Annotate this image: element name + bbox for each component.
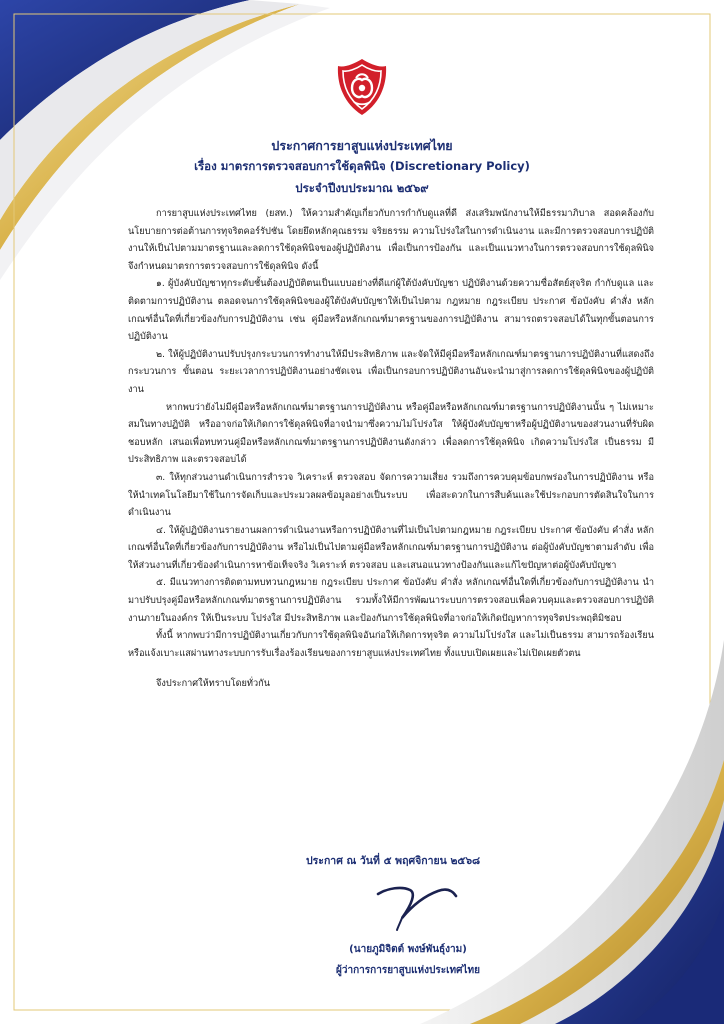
announcement-date: ประกาศ ณ วันที่ ๕ พฤศจิกายน ๒๕๖๘ — [306, 855, 481, 867]
announce-line: จึงประกาศให้ทราบโดยทั่วกัน — [156, 678, 270, 690]
fiscal-year: ประจำปีงบประมาณ ๒๕๖๙ — [295, 181, 429, 195]
measure-5: ๕. มีแนวทางการติดตามทบทวนกฎหมาย กฎระเบียบ ประกาศ ข้อบังคับ คำสั่ง หลักเกณฑ์อื่นใดที่เกี่ยวข้องกับการปฏิบัติงาน นำมาปรับปรุงคู่มือหรือหลักเกณฑ์มาตรฐานการปฏิบัติงาน รวมทั้งให้มีการพัฒนาระบบการตรวจสอบเพื่อควบคุมและตรวจสอบการปฏิบัติงานภายในองค์กร ให้เป็นระบบ โปร่งใส มีประสิทธิภาพ และป้องกันการใช้ดุลพินิจที่อาจก่อให้เกิดปัญหาการทุจริตประพฤติมิชอบ — [128, 577, 654, 624]
signatory-name: (นายภูมิจิตต์ พงษ์พันธุ์งาม) — [349, 944, 467, 955]
measure-4: ๔. ให้ผู้ปฏิบัติงานรายงานผลการดำเนินงานหรือการปฏิบัติงานที่ไม่เป็นไปตามกฎหมาย กฎระเบียบ ประกาศ ข้อบังคับ คำสั่ง หลักเกณฑ์อื่นใดที่เกี่ยวข้องกับการปฏิบัติงาน หรือไม่เป็นไปตามคู่มือหรือหลักเกณฑ์มาตรฐานการปฏิบัติงาน ต่อผู้บังคับบัญชาตามลำดับ เพื่อให้ส่วนงานที่เกี่ยวข้องดำเนินการหาข้อเท็จจริง วิเคราะห์ ตรวจสอบ และเสนอแนวทางป้องกันและแก้ไขปัญหาต่อผู้บังคับบัญชา — [128, 524, 654, 571]
measure-1: ๑. ผู้บังคับบัญชาทุกระดับชั้นต้องปฏิบัติตนเป็นแบบอย่างที่ดีแก่ผู้ใต้บังคับบัญชา ปฏิบัติงานด้วยความซื่อสัตย์สุจริต กำกับดูแล และติดตามการปฏิบัติงาน ตลอดจนการใช้ดุลพินิจของผู้ใต้บังคับบัญชาให้เป็นไปตาม กฎหมาย กฎระเบียบ ประกาศ ข้อบังคับ คำสั่ง หลักเกณฑ์อื่นใดที่เกี่ยวข้องกับการปฏิบัติงาน เช่น คู่มือหรือหลักเกณฑ์มาตรฐานของการปฏิบัติงาน สามารถตรวจสอบได้ในทุกขั้นตอนการปฏิบัติงาน — [128, 278, 654, 343]
announcement-subject: เรื่อง มาตรการตรวจสอบการใช้ดุลพินิจ (Discretionary Policy) — [194, 159, 530, 173]
closing-paragraph: ทั้งนี้ หากพบว่ามีการปฏิบัติงานเกี่ยวกับการใช้ดุลพินิจอันก่อให้เกิดการทุจริต ความไม่โปร่งใส และไม่เป็นธรรม สามารถร้องเรียนหรือแจ้งเบาะแสผ่านทางระบบการรับเรื่องร้องเรียนของการยาสูบแห่งประเทศไทย ทั้งแบบเปิดเผยและไม่เปิดเผยตัวตน — [128, 630, 654, 659]
signatory-position: ผู้ว่าการการยาสูบแห่งประเทศไทย — [336, 965, 480, 976]
intro-paragraph: การยาสูบแห่งประเทศไทย (ยสท.) ให้ความสำคัญเกี่ยวกับการกำกับดูแลที่ดี ส่งเสริมพนักงานให้มีธรรมาภิบาล สอดคล้องกับนโยบายการต่อต้านการทุจริตคอร์รัปชัน โดยยึดหลักคุณธรรม จริยธรรม ความโปร่งใสในการดำเนินงาน และมีการตรวจสอบการปฏิบัติงานให้เป็นไปตามมาตรฐานและลดการใช้ดุลพินิจของผู้ปฏิบัติงาน เพื่อเป็นการป้องกัน และเป็นแนวทางในการตรวจสอบการใช้ดุลพินิจ จึงกำหนดมาตรการตรวจสอบการใช้ดุลพินิจ ดังนี้ — [128, 208, 654, 272]
measure-2-detail: หากพบว่ายังไม่มีคู่มือหรือหลักเกณฑ์มาตรฐานการปฏิบัติงาน หรือคู่มือหรือหลักเกณฑ์มาตรฐานการปฏิบัติงานนั้น ๆ ไม่เหมาะสมในทางปฏิบัติ หรืออาจก่อให้เกิดการใช้ดุลพินิจที่อาจนำมาซึ่งความไม่โปร่งใส ให้ผู้บังคับบัญชาหรือผู้ปฏิบัติงานของส่วนงานที่รับผิดชอบหลัก เสนอเพื่อทบทวนคู่มือหรือหลักเกณฑ์มาตรฐานการปฏิบัติงานดังกล่าว เพื่อลดการใช้ดุลพินิจ เกิดความโปร่งใส เป็นธรรม มีประสิทธิภาพ และตรวจสอบได้ — [128, 401, 654, 466]
announcement-title: ประกาศการยาสูบแห่งประเทศไทย — [271, 138, 453, 153]
measure-2: ๒. ให้ผู้ปฏิบัติงานปรับปรุงกระบวนการทำงานให้มีประสิทธิภาพ และจัดให้มีคู่มือหรือหลักเกณฑ์มาตรฐานการปฏิบัติงานที่แสดงถึงกระบวนการ ขั้นตอน ระยะเวลาการปฏิบัติงานอย่างชัดเจน เพื่อเป็นกรอบการปฏิบัติงานอันจะนำมาสู่การลดการใช้ดุลพินิจของผู้ปฏิบัติงาน — [128, 348, 654, 395]
measure-3: ๓. ให้ทุกส่วนงานดำเนินการสำรวจ วิเคราะห์ ตรวจสอบ จัดการความเสี่ยง รวมถึงการควบคุมข้อบกพร่องในการปฏิบัติงาน หรือให้นำเทคโนโลยีมาใช้ในการจัดเก็บและประมวลผลข้อมูลอย่างเป็นระบบ เพื่อสะดวกในการสืบค้นและใช้ประกอบการตัดสินใจในการดำเนินงาน — [128, 471, 654, 519]
tobacco-authority-logo — [336, 58, 388, 116]
announcement-body — [128, 205, 654, 693]
signature — [372, 876, 460, 932]
